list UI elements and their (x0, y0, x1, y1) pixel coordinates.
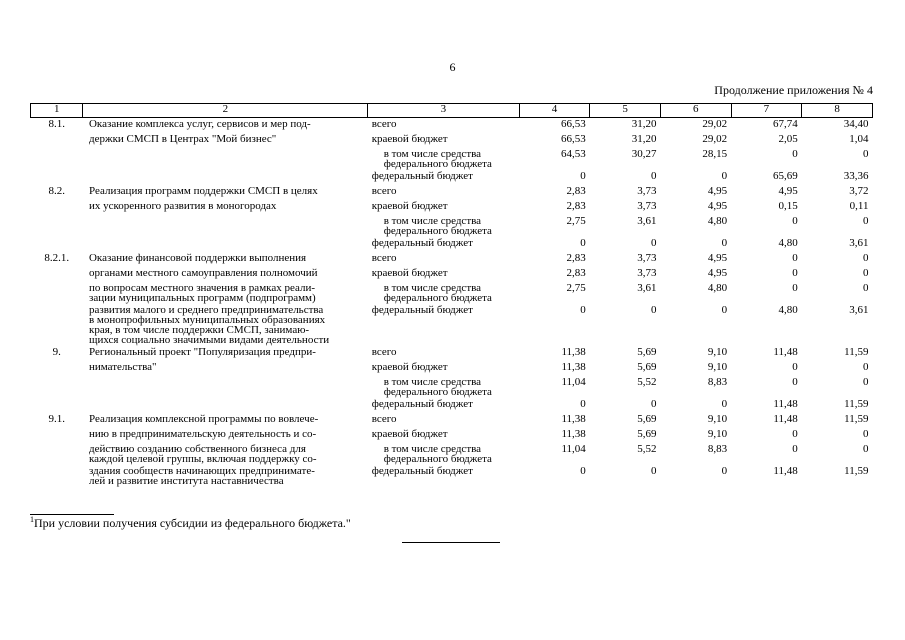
row-number (31, 148, 83, 170)
value-col-4: 0 (580, 237, 586, 249)
value-col-4: 64,53 (561, 148, 586, 160)
table-row (31, 346, 873, 361)
value-col-6: 8,83 (707, 443, 728, 455)
value-col-4: 2,83 (566, 200, 586, 212)
value-col-8: 11,59 (844, 413, 869, 425)
source-line: федерального бюджета (383, 386, 492, 398)
value-col-6: 8,83 (707, 376, 728, 388)
row-name (83, 465, 368, 487)
row-name-line: здания сообществ начинающих предпринимате- (88, 465, 315, 477)
value-col-4: 11,38 (561, 413, 586, 425)
source-federal: федеральный бюджет (371, 237, 473, 249)
row-name-line: Оказание комплекса услуг, сервисов и мер под- (88, 118, 311, 130)
table-row (31, 133, 873, 148)
value-col-8: 3,61 (849, 304, 869, 316)
value-col-8: 11,59 (844, 465, 869, 477)
row-name-line: развития малого и среднего предпринимательства (88, 304, 324, 316)
value-col-5: 3,73 (637, 267, 657, 279)
source-federal: федеральный бюджет (371, 398, 473, 410)
row-name (83, 215, 368, 237)
row-name-line: края, в том числе поддержки СМСП, занимаю- (88, 324, 310, 336)
source-incl-federal (368, 376, 519, 398)
value-col-8: 0 (863, 443, 869, 455)
row-name-line: по вопросам местного значения в рамках реали- (88, 282, 315, 294)
source-total: всего (371, 118, 397, 130)
value-col-6: 4,95 (707, 267, 728, 279)
source-regional: краевой бюджет (371, 428, 448, 440)
value-col-6: 28,15 (702, 148, 728, 160)
value-col-5: 3,73 (637, 252, 657, 264)
value-col-6: 4,80 (707, 282, 728, 294)
value-col-6: 0 (721, 465, 728, 477)
row-name (83, 443, 368, 465)
source-federal: федеральный бюджет (371, 465, 473, 477)
source-federal: федеральный бюджет (371, 304, 473, 316)
table-row (31, 267, 873, 282)
row-name (83, 118, 368, 134)
source-regional: краевой бюджет (371, 361, 448, 373)
row-name-line: в монопрофильных муниципальных образованиях (88, 314, 326, 326)
continuation-label: Продолжение приложения № 4 (714, 83, 873, 97)
footnote (30, 516, 351, 531)
row-name (83, 346, 368, 361)
row-name (83, 282, 368, 304)
value-col-4: 0 (580, 170, 586, 182)
row-name-line: каждой целевой группы, включая поддержку со- (88, 453, 317, 465)
value-col-8: 0 (863, 376, 869, 388)
row-number (31, 282, 83, 304)
source-line: в том числе средства (383, 215, 482, 227)
row-name (83, 148, 368, 170)
source-line: федерального бюджета (383, 225, 492, 237)
header-col-4: 4 (519, 104, 590, 118)
source-regional: краевой бюджет (371, 200, 448, 212)
value-col-8: 1,04 (849, 133, 869, 145)
row-number: 9.1. (48, 413, 65, 425)
source-line: в том числе средства (383, 443, 482, 455)
source-line: федерального бюджета (383, 292, 492, 304)
source-total: всего (371, 346, 397, 358)
value-col-8: 0 (863, 428, 869, 440)
row-number (31, 376, 83, 398)
value-col-5: 5,69 (637, 413, 657, 425)
value-col-7: 0 (792, 282, 798, 294)
row-name-line: нию в предпринимательскую деятельность и со- (88, 428, 317, 440)
header-col-8: 8 (802, 104, 873, 118)
header-col-1: 1 (31, 104, 83, 118)
value-col-5: 5,52 (637, 376, 657, 388)
value-col-6: 9,10 (707, 361, 728, 373)
value-col-4: 2,83 (566, 252, 586, 264)
value-col-6: 4,80 (707, 215, 728, 227)
value-col-7: 0,15 (778, 200, 798, 212)
value-col-8: 0 (863, 215, 869, 227)
row-name (83, 200, 368, 215)
table-row (31, 237, 873, 252)
row-number: 8.2. (48, 185, 65, 197)
value-col-7: 0 (792, 376, 798, 388)
end-divider (402, 542, 500, 543)
row-name (83, 428, 368, 443)
source-federal: федеральный бюджет (371, 170, 473, 182)
table-row (31, 361, 873, 376)
value-col-4: 0 (580, 304, 586, 316)
row-name-line: Региональный проект "Популяризация предпри- (88, 346, 316, 358)
source-line: в том числе средства (383, 148, 482, 160)
value-col-7: 4,95 (778, 185, 798, 197)
row-name-line: Реализация программ поддержки СМСП в целях (88, 185, 318, 197)
value-col-6: 9,10 (707, 413, 728, 425)
value-col-5: 31,20 (631, 118, 657, 130)
row-name (83, 267, 368, 282)
value-col-8: 0 (863, 282, 869, 294)
header-col-3: 3 (368, 104, 519, 118)
value-col-5: 0 (650, 398, 657, 410)
table-row (31, 148, 873, 170)
value-col-8: 0 (863, 148, 869, 160)
row-name-line: зации муниципальных программ (подпрограмм) (88, 292, 316, 304)
value-col-5: 0 (650, 304, 657, 316)
source-regional: краевой бюджет (371, 133, 448, 145)
table-header-row (31, 104, 873, 118)
value-col-7: 65,69 (773, 170, 798, 182)
value-col-8: 11,59 (844, 398, 869, 410)
row-name (83, 398, 368, 413)
row-number (31, 428, 83, 443)
value-col-5: 0 (650, 170, 657, 182)
row-number (31, 465, 83, 487)
source-total: всего (371, 252, 397, 264)
value-col-5: 3,61 (637, 215, 657, 227)
table-row (31, 465, 873, 487)
value-col-5: 5,69 (637, 346, 657, 358)
value-col-7: 0 (792, 215, 798, 227)
row-name-line: их ускоренного развития в моногородах (88, 200, 277, 212)
table-row (31, 170, 873, 185)
value-col-8: 11,59 (844, 346, 869, 358)
value-col-4: 0 (580, 465, 586, 477)
source-total: всего (371, 413, 397, 425)
value-col-7: 67,74 (773, 118, 798, 130)
value-col-4: 11,38 (561, 346, 586, 358)
footnote-text: При условии получения субсидии из федерального бюджета." (34, 516, 351, 530)
header-col-7: 7 (731, 104, 802, 118)
table-row (31, 215, 873, 237)
value-col-6: 4,95 (707, 252, 728, 264)
value-col-4: 0 (580, 398, 586, 410)
table-row (31, 200, 873, 215)
table-row (31, 398, 873, 413)
row-name-line: лей и развитие института наставничества (88, 475, 284, 487)
row-name (83, 133, 368, 148)
value-col-6: 29,02 (702, 133, 728, 145)
row-number (31, 304, 83, 346)
value-col-8: 0 (863, 361, 869, 373)
header-col-6: 6 (660, 104, 731, 118)
value-col-6: 9,10 (707, 346, 728, 358)
budget-table (30, 103, 873, 487)
value-col-7: 0 (792, 148, 798, 160)
value-col-7: 0 (792, 361, 798, 373)
row-name (83, 170, 368, 185)
row-number (31, 170, 83, 185)
value-col-7: 4,80 (778, 304, 798, 316)
row-name-line: действию созданию собственного бизнеса для (88, 443, 306, 455)
row-name-line: Оказание финансовой поддержки выполнения (88, 252, 307, 264)
value-col-8: 33,36 (843, 170, 869, 182)
value-col-7: 4,80 (778, 237, 798, 249)
value-col-6: 29,02 (702, 118, 728, 130)
table-row (31, 185, 873, 200)
value-col-5: 5,52 (637, 443, 657, 455)
value-col-5: 0 (650, 465, 657, 477)
value-col-6: 0 (721, 304, 728, 316)
value-col-4: 2,83 (566, 185, 586, 197)
value-col-4: 11,38 (561, 428, 586, 440)
header-col-2: 2 (83, 104, 368, 118)
table-row (31, 376, 873, 398)
row-number: 9. (52, 346, 61, 358)
row-name (83, 304, 368, 346)
row-number (31, 443, 83, 465)
table-row (31, 282, 873, 304)
value-col-7: 11,48 (773, 398, 798, 410)
value-col-7: 0 (792, 428, 798, 440)
row-number: 8.1. (48, 118, 65, 130)
value-col-5: 3,73 (637, 185, 657, 197)
value-col-5: 5,69 (637, 361, 657, 373)
source-incl-federal (368, 443, 519, 465)
row-name (83, 361, 368, 376)
row-number (31, 398, 83, 413)
row-name (83, 413, 368, 428)
source-line: в том числе средства (383, 282, 482, 294)
value-col-7: 2,05 (778, 133, 798, 145)
footnote-divider (30, 514, 114, 515)
value-col-4: 11,38 (561, 361, 586, 373)
value-col-4: 11,04 (561, 376, 586, 388)
value-col-8: 3,72 (849, 185, 869, 197)
table-row (31, 304, 873, 346)
row-name-line: Реализация комплексной программы по вовлече- (88, 413, 319, 425)
value-col-5: 3,61 (637, 282, 657, 294)
source-regional: краевой бюджет (371, 267, 448, 279)
value-col-7: 11,48 (773, 465, 798, 477)
value-col-8: 34,40 (843, 118, 869, 130)
source-line: федерального бюджета (383, 158, 492, 170)
value-col-7: 0 (792, 267, 798, 279)
value-col-4: 11,04 (561, 443, 586, 455)
table-row (31, 443, 873, 465)
row-number (31, 215, 83, 237)
row-name-line: нимательства" (88, 361, 157, 373)
value-col-7: 0 (792, 443, 798, 455)
value-col-6: 0 (721, 170, 728, 182)
row-name (83, 252, 368, 267)
table-row (31, 252, 873, 267)
value-col-5: 0 (650, 237, 657, 249)
header-col-5: 5 (590, 104, 661, 118)
value-col-6: 0 (721, 398, 728, 410)
row-number: 8.2.1. (44, 252, 70, 264)
source-incl-federal (368, 148, 519, 170)
value-col-4: 66,53 (561, 118, 586, 130)
value-col-5: 5,69 (637, 428, 657, 440)
source-line: федерального бюджета (383, 453, 492, 465)
page-number: 6 (449, 60, 456, 74)
footnote-marker: 1 (30, 515, 34, 524)
value-col-8: 0 (863, 252, 869, 264)
row-name-line: держки СМСП в Центрах "Мой бизнес" (88, 133, 277, 145)
table-row (31, 428, 873, 443)
value-col-6: 4,95 (707, 185, 728, 197)
row-number (31, 361, 83, 376)
value-col-4: 2,83 (566, 267, 586, 279)
value-col-6: 9,10 (707, 428, 728, 440)
value-col-4: 66,53 (561, 133, 586, 145)
value-col-7: 0 (792, 252, 798, 264)
value-col-6: 4,95 (707, 200, 728, 212)
row-name-line: органами местного самоуправления полномочий (88, 267, 318, 279)
source-incl-federal (368, 282, 519, 304)
row-number (31, 133, 83, 148)
source-total: всего (371, 185, 397, 197)
value-col-4: 2,75 (566, 282, 586, 294)
row-name (83, 185, 368, 200)
source-line: в том числе средства (383, 376, 482, 388)
table-row (31, 413, 873, 428)
table-row (31, 118, 873, 134)
row-name (83, 237, 368, 252)
row-name-line: щихся социально значимыми видами деятельности (88, 334, 330, 346)
value-col-8: 3,61 (849, 237, 869, 249)
value-col-8: 0 (863, 267, 869, 279)
source-incl-federal (368, 215, 519, 237)
value-col-4: 2,75 (566, 215, 586, 227)
value-col-7: 11,48 (773, 413, 798, 425)
value-col-5: 31,20 (631, 133, 657, 145)
row-name (83, 376, 368, 398)
value-col-8: 0,11 (849, 200, 869, 212)
value-col-5: 30,27 (631, 148, 657, 160)
row-number (31, 267, 83, 282)
value-col-6: 0 (721, 237, 728, 249)
value-col-7: 11,48 (773, 346, 798, 358)
row-number (31, 200, 83, 215)
row-number (31, 237, 83, 252)
value-col-5: 3,73 (637, 200, 657, 212)
